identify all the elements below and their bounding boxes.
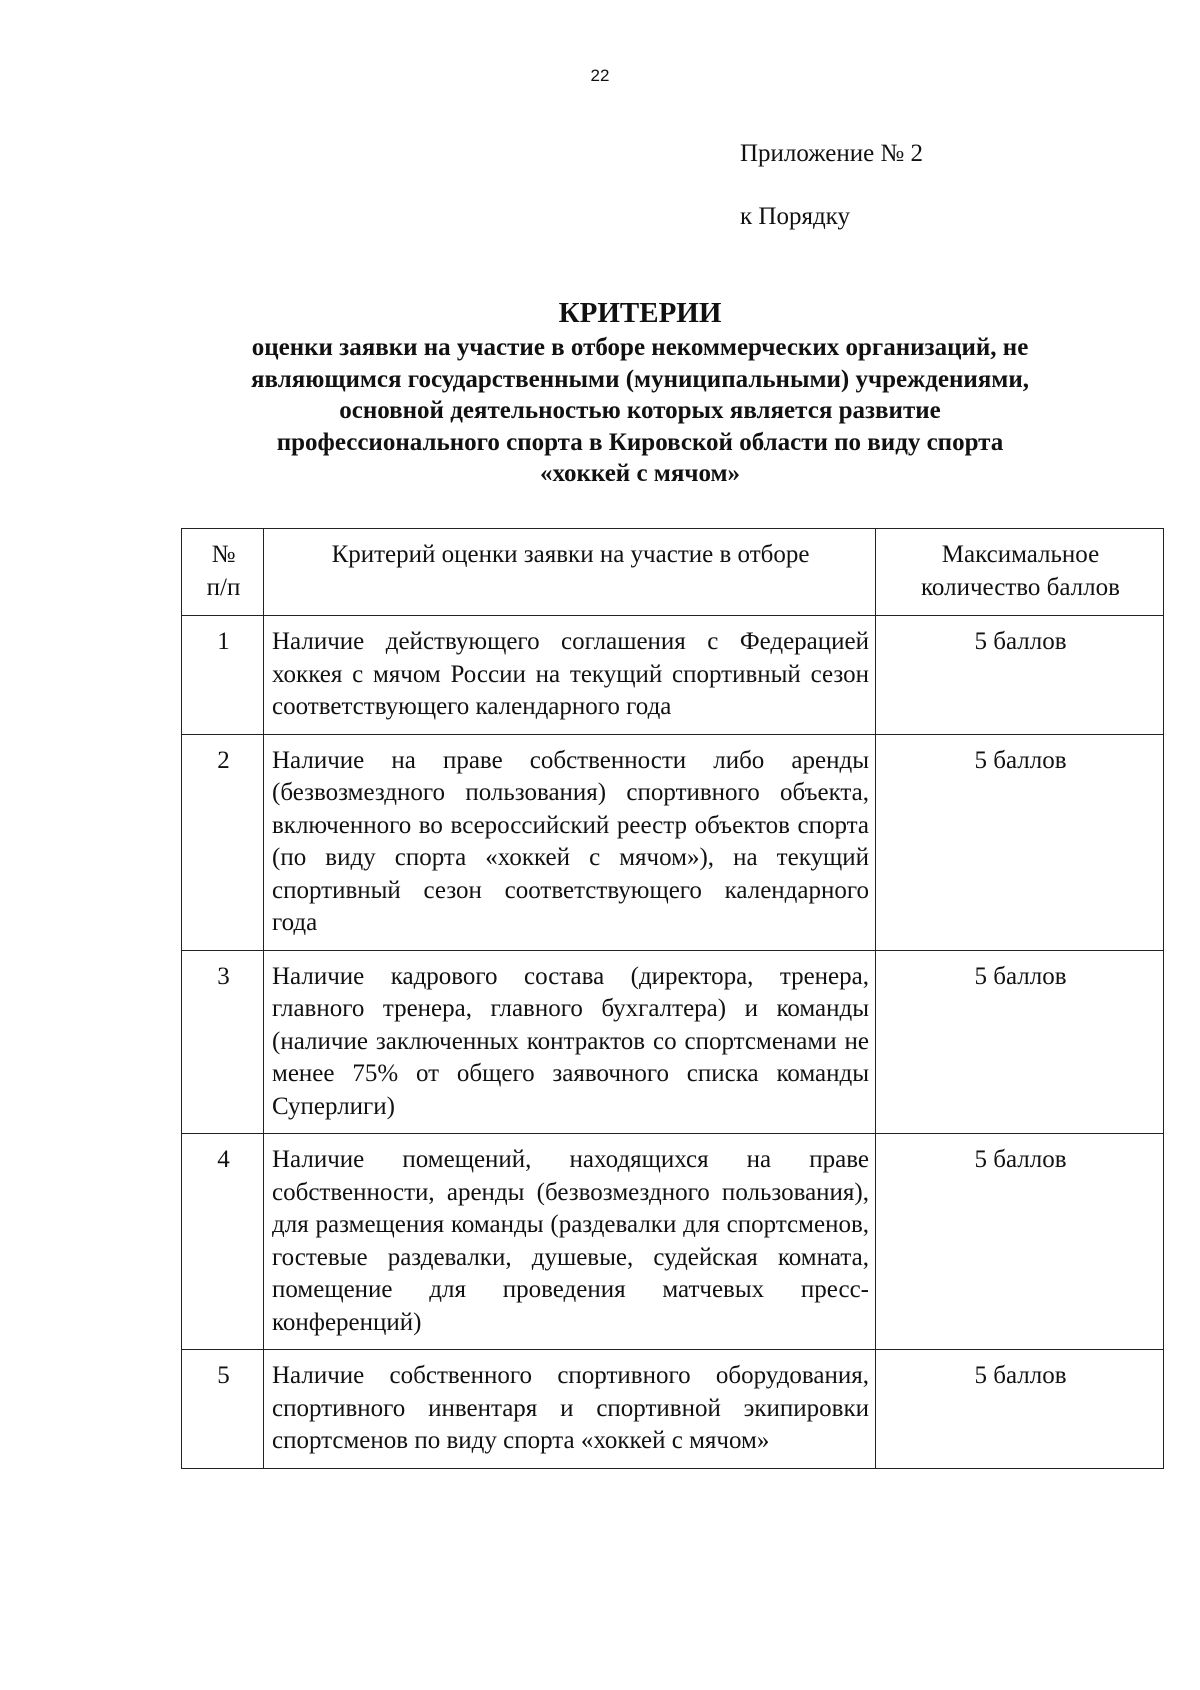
row-max-score: 5 баллов [876, 1350, 1164, 1469]
table-row [182, 950, 1164, 1134]
table-header-row [182, 529, 1164, 616]
appendix-reference: к Порядку [740, 203, 850, 230]
row-criterion: Наличие на праве собственности либо аренды (безвозмездного пользования) спортивного объекта, включенного во всероссийский реестр объектов спорта (по виду спорта «хоккей с мячом»), на текущий спортивный сезон соответствующего календарного года [264, 734, 876, 950]
header-max-line1: Максимальное [941, 541, 1100, 568]
row-number: 5 [182, 1350, 264, 1469]
header-number-abbrev: п/п [206, 573, 241, 601]
row-number: 2 [182, 734, 264, 950]
table-row [182, 734, 1164, 950]
table-row [182, 616, 1164, 735]
header-number [182, 529, 264, 616]
row-max-score: 5 баллов [876, 950, 1164, 1134]
header-max-line2: количество баллов [921, 573, 1120, 601]
header-criterion: Критерий оценки заявки на участие в отборе [264, 529, 876, 616]
subtitle-line: «хоккей с мячом» [539, 460, 741, 487]
subtitle-line: профессионального спорта в Кировской области по виду спорта [276, 428, 1004, 456]
row-max-score: 5 баллов [876, 1134, 1164, 1350]
row-number: 3 [182, 950, 264, 1134]
row-max-score: 5 баллов [876, 734, 1164, 950]
subtitle-line: оценки заявки на участие в отборе некоммерческих организаций, не [251, 334, 1029, 361]
appendix-label: Приложение № 2 [740, 140, 924, 167]
row-number: 4 [182, 1134, 264, 1350]
row-criterion: Наличие кадрового состава (директора, тренера, главного тренера, главного бухгалтера) и команды (наличие заключенных контрактов со спортсменами не менее 75% от общего заявочного списка команды Суперлиги) [264, 950, 876, 1134]
subtitle-line: основной деятельностью которых является развитие [339, 397, 941, 424]
document-title-block [160, 296, 1120, 490]
row-criterion: Наличие помещений, находящихся на праве собственности, аренды (безвозмездного пользования), для размещения команды (раздевалки для спортсменов, гостевые раздевалки, душевые, судейская комната, помещение для проведения матчевых пресс-конференций) [264, 1134, 876, 1350]
document-subtitle [160, 332, 1120, 490]
row-max-score: 5 баллов [876, 616, 1164, 735]
row-criterion: Наличие действующего соглашения с Федерацией хоккея с мячом России на текущий спортивный сезон соответствующего календарного года [264, 616, 876, 735]
header-max-score [876, 529, 1164, 616]
header-number-symbol: № [211, 541, 236, 568]
row-criterion: Наличие собственного спортивного оборудования, спортивного инвентаря и спортивной экипировки спортсменов по виду спорта «хоккей с мячом» [264, 1350, 876, 1469]
subtitle-line: являющимся государственными (муниципальными) учреждениями, [251, 365, 1029, 393]
row-number: 1 [182, 616, 264, 735]
page-number: 22 [590, 66, 610, 85]
table-row [182, 1134, 1164, 1350]
document-title: КРИТЕРИИ [558, 297, 722, 329]
criteria-table [181, 528, 1164, 1469]
table-row [182, 1350, 1164, 1469]
